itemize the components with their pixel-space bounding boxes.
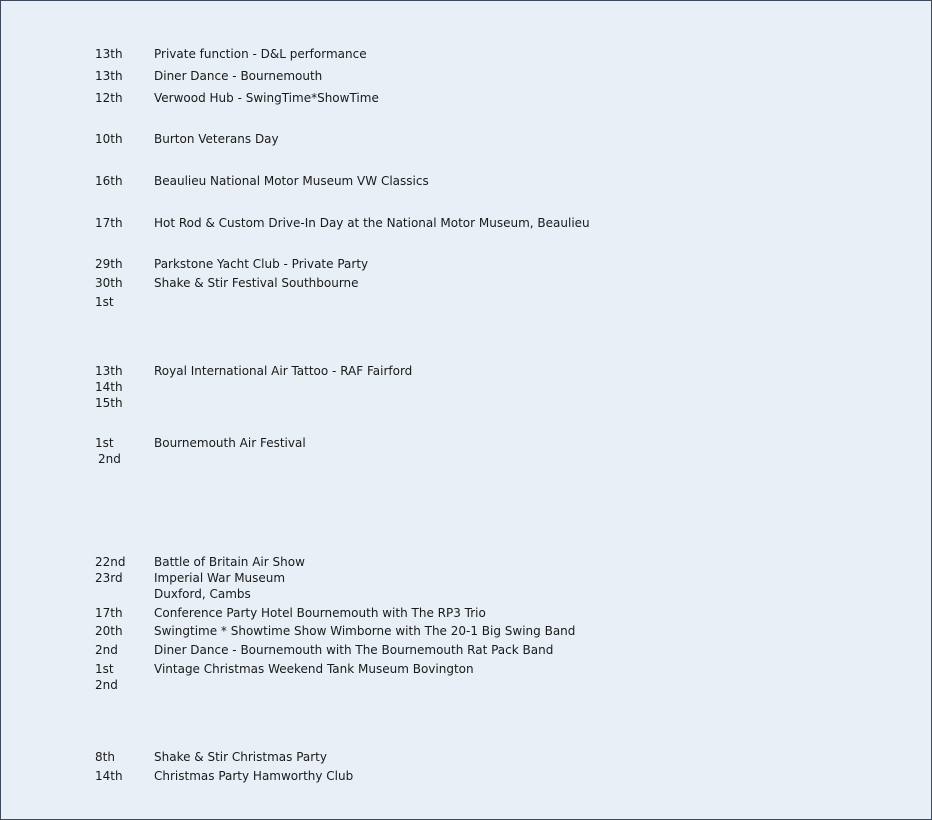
day-label: 13th xyxy=(95,364,123,378)
day-label: 17th xyxy=(95,606,123,620)
day-label: 1st xyxy=(95,436,114,450)
day-label: 8th xyxy=(95,750,115,764)
event-label: Battle of Britain Air Show xyxy=(154,555,305,569)
event-label: Conference Party Hotel Bournemouth with The RP3 Trio xyxy=(154,606,486,620)
event-label: Royal International Air Tattoo - RAF Fairford xyxy=(154,364,413,378)
day-label: 10th xyxy=(95,132,123,146)
event-label: Verwood Hub - SwingTime*ShowTime xyxy=(154,91,379,105)
day-label: 2nd xyxy=(95,643,118,657)
event-label: Diner Dance - Bournemouth xyxy=(154,69,323,83)
day-label: 14th xyxy=(95,769,123,783)
day-label: 12th xyxy=(95,91,123,105)
event-label: Swingtime * Showtime Show Wimborne with The 20-1 Big Swing Band xyxy=(154,624,576,638)
day-label: 15th xyxy=(95,396,123,410)
event-label: Burton Veterans Day xyxy=(154,132,279,146)
day-label: 14th xyxy=(95,380,123,394)
day-label: 2nd xyxy=(98,452,121,466)
day-label: 17th xyxy=(95,216,123,230)
event-label: Diner Dance - Bournemouth with The Bournemouth Rat Pack Band xyxy=(154,643,554,657)
event-label: Parkstone Yacht Club - Private Party xyxy=(154,257,369,271)
event-label: Vintage Christmas Weekend Tank Museum Bovington xyxy=(154,662,474,676)
day-label: 30th xyxy=(95,276,123,290)
day-label: 2nd xyxy=(95,678,118,692)
day-label: 1st xyxy=(95,295,114,309)
event-label: Shake & Stir Festival Southbourne xyxy=(154,276,359,290)
event-label: Hot Rod & Custom Drive-In Day at the National Motor Museum, Beaulieu xyxy=(154,216,590,230)
event-label: Shake & Stir Christmas Party xyxy=(154,750,327,764)
day-label: 22nd xyxy=(95,555,126,569)
day-label: 29th xyxy=(95,257,123,271)
day-label: 16th xyxy=(95,174,123,188)
day-label: 13th xyxy=(95,47,123,61)
event-label: Beaulieu National Motor Museum VW Classics xyxy=(154,174,429,188)
event-label: Private function - D&L performance xyxy=(154,47,367,61)
day-label: 13th xyxy=(95,69,123,83)
event-label: Duxford, Cambs xyxy=(154,587,251,601)
day-label: 20th xyxy=(95,624,123,638)
day-label: 23rd xyxy=(95,571,123,585)
event-label: Christmas Party Hamworthy Club xyxy=(154,769,354,783)
day-label: 1st xyxy=(95,662,114,676)
event-label: Imperial War Museum xyxy=(154,571,286,585)
event-label: Bournemouth Air Festival xyxy=(154,436,306,450)
